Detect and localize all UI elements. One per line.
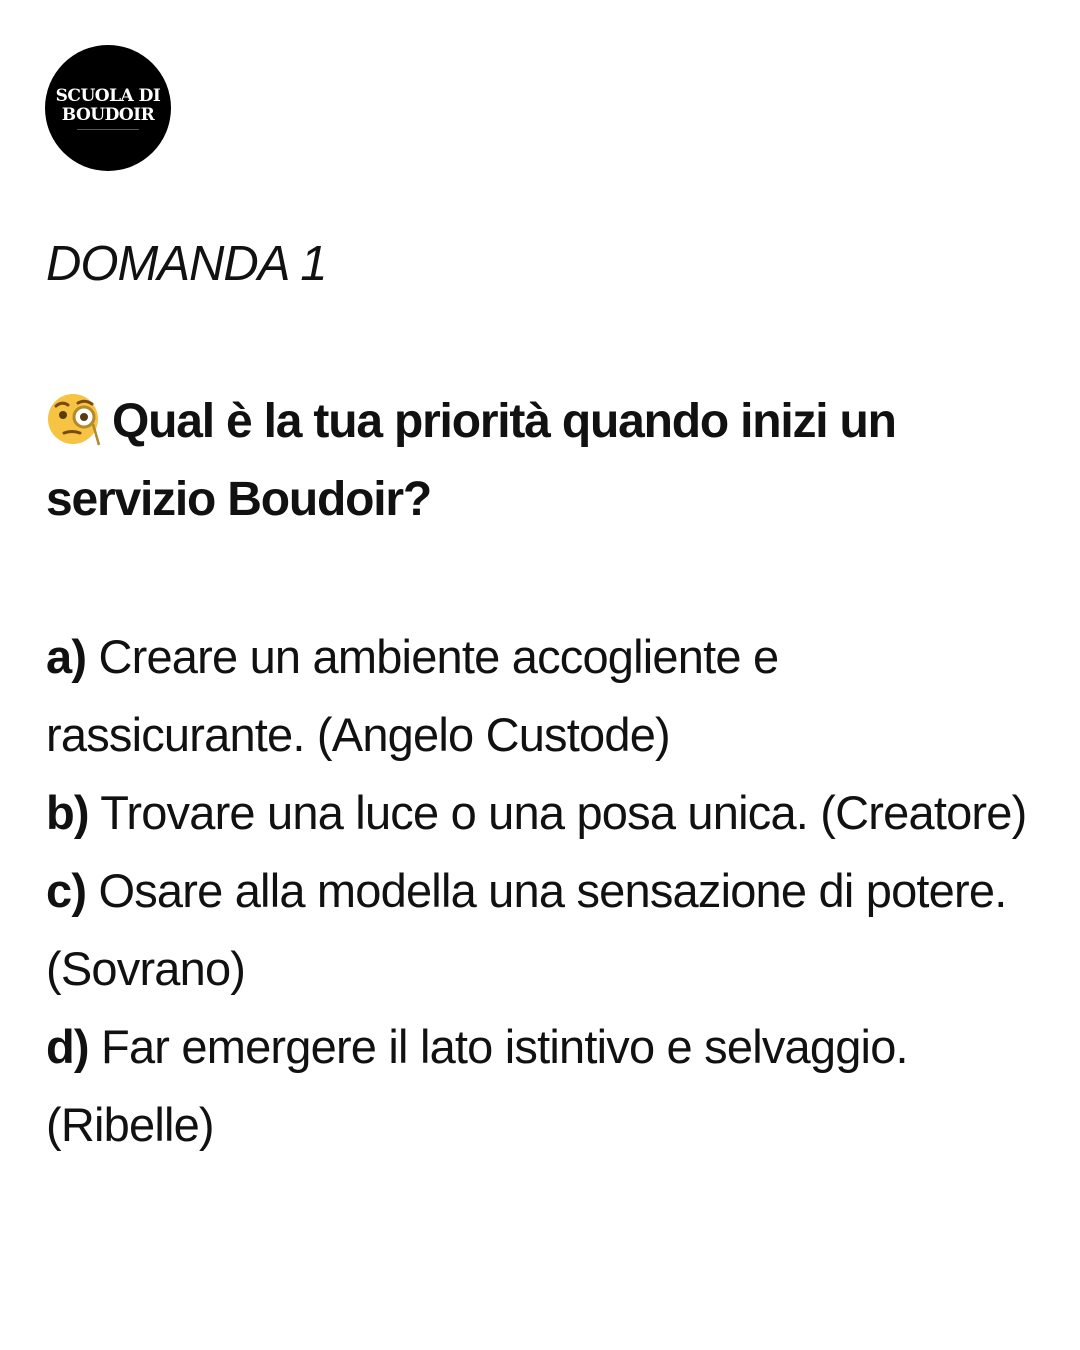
answer-text: Creare un ambiente accogliente e rassicurante. (Angelo Custode) <box>46 630 779 761</box>
question-label: DOMANDA 1 <box>46 237 327 291</box>
answer-letter: b) <box>46 786 89 839</box>
answer-a <box>46 618 1036 774</box>
logo-tagline-rule <box>77 129 139 130</box>
question-text: Qual è la tua priorità quando inizi un servizio Boudoir? <box>46 395 896 526</box>
logo-line-1: SCUOLA DI <box>55 85 161 106</box>
answer-c <box>46 852 1036 1008</box>
answers-list <box>46 618 1036 1164</box>
answer-letter: a) <box>46 630 87 683</box>
answer-text: Far emergere il lato istintivo e selvaggio. (Ribelle) <box>46 1020 908 1151</box>
answer-text: Trovare una luce o una posa unica. (Creatore) <box>100 786 1027 839</box>
answer-b <box>46 774 1036 852</box>
answer-text: Osare alla modella una sensazione di potere. (Sovrano) <box>46 864 1007 995</box>
logo-line-2: BOUDOIR <box>61 104 155 125</box>
face-with-monocle-icon <box>46 391 102 447</box>
answer-letter: d) <box>46 1020 89 1073</box>
answer-d <box>46 1008 1036 1164</box>
answer-letter: c) <box>46 864 87 917</box>
question <box>46 383 1006 539</box>
logo <box>45 45 171 171</box>
